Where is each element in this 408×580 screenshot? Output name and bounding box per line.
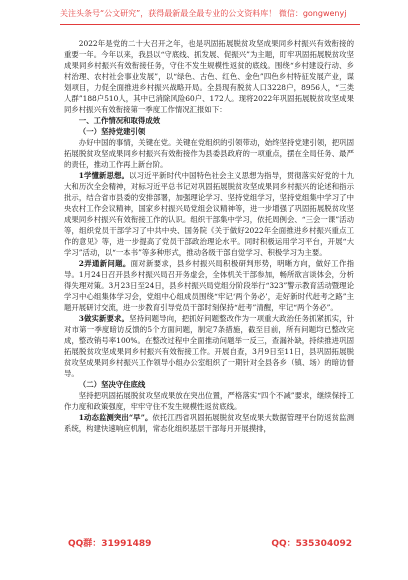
list-item bbox=[64, 412, 354, 434]
qq-group: QQ群：31991489 bbox=[68, 539, 152, 549]
list-item bbox=[64, 313, 354, 379]
header-divider bbox=[60, 24, 360, 25]
body-paragraph: 坚持把巩固拓展脱贫攻坚成果放在突出位置，严格落实“四个不减”要求，继续保持工作力度和政策强度，牢牢守住不发生规模性返贫底线。 bbox=[64, 391, 354, 411]
list-item-body: 面对新要求，县乡村振兴局积极研判形势，明晰方向，做好工作指导。1月24日召开县乡村振兴局召开务虚会，全体机关干部参加，畅所欲言谈体会，分析得失理对策。3月23日至24日，县乡村振兴局党组分阶段举行“323”警示教育活动暨理论学习中心组集体学习会，党组中心组成员围绕“牢记‘两个务必’，走好新时代赶考之路”主题开展研讨交流，进一步教育引导党员干部时刻保持“赶考”清醒，牢记“两个务必”。 bbox=[64, 259, 354, 312]
subsection-heading: （二）坚决守住底线 bbox=[78, 380, 146, 389]
list-item-title: 2弄通新问题。 bbox=[78, 259, 131, 268]
list-item bbox=[64, 170, 354, 258]
intro-paragraph: 2022年是党的二十大召开之年，也是巩固拓展脱贫攻坚成果同乡村振兴有效衔接的重要一年。今年以来，我县以“守底线、抓发展、促振兴”为主题，盯牢巩固拓展脱贫攻坚成果同乡村振兴有效衔接任务，守住不发生规模性返贫的底线。围绕“乡村建设行动、乡村治理、农村社会事业发展”，以“绿色、古色、红色、金色”四色乡村特征发展产业，谋划项目，力促全面推进乡村振兴战略开局。全县现有脱贫人口3228户，8956人，“三类人群”188户510人，其中已消除风险60户、172人。现将2022年巩固拓展脱贫攻坚成果同乡村振兴有效衔接第一季度工作情况汇报如下： bbox=[64, 39, 354, 114]
list-item-body: 依托江西省巩固拓展脱贫攻坚成果大数据管理平台防返贫监测系统，构建快速响应机制，常态化组织基层干部每月开展摸排， bbox=[64, 413, 354, 433]
list-item-body: 坚持问题导向，把抓好问题整改作为一项重大政治任务抓紧抓实，针对市第一季度暗访反馈的5个方面问题，制定7条措施，截至目前，所有问题均已整改完成，整改销号率100%。在整改过程中全面推动问题举一反三，查漏补缺，持续推进巩固拓展脱贫攻坚成果同乡村振兴有效衔接工作。开展自查，3月9日至11日，县巩固拓展脱贫攻坚成果同乡村振兴工作领导小组办公室组织了一期针对全县各乡（镇、场）的暗访督导。 bbox=[64, 314, 354, 378]
footer bbox=[60, 536, 360, 552]
list-item-body: 以习近平新时代中国特色社会主义思想为指导，贯彻落实好党的十九大和历次全会精神，对标习近平总书记对巩固拓展脱贫攻坚成果同乡村振兴的论述和指示批示，结合省市县委的安排部署，加强理论学习、坚持党组学习，坚持党组集中学习了中央农村工作会议精神，国家乡村振兴局党组会议精神等，进一步增强了巩固拓展脱贫攻坚成果同乡村振兴有效衔接工作的认识。组织干部集中学习，依托周例会、“三会一课”活动等，组织党员干部学习了中共中央、国务院《关于做好2022年全面推进乡村振兴重点工作的意见》等，进一步提高了党员干部政治理论水平。同时积极运用学习平台，开展“大学习”活动，以“一本书”等多种形式，推动各级干部自觉学习、积极学习为主要。 bbox=[64, 171, 354, 257]
qq-contact: QQ：535304092 bbox=[271, 539, 352, 549]
section-heading: 一、工作情况和取得成效 bbox=[78, 116, 161, 125]
header-banner: 关注头条号“公文研究”，获得最新最全最专业的公文资料库！ 微信：gongwenyj bbox=[60, 9, 347, 18]
list-item bbox=[64, 258, 354, 313]
body-paragraph: 办好中国的事情，关键在党。关键在党组织的引领带动，始终坚持党建引领，把巩固拓展脱贫攻坚成果同乡村振兴有效衔接作为县委县政府的一项重点，摆在全局任务、最严的责任，推动工作再上新台阶。 bbox=[64, 138, 354, 169]
list-item-title: 1学懂新思想。 bbox=[78, 171, 130, 180]
document-body bbox=[64, 38, 354, 434]
list-item-title: 3做实新要求。 bbox=[78, 314, 130, 323]
subsection-heading: （一）坚持党建引领 bbox=[78, 127, 146, 136]
list-item-title: 1动态监测突出“早”。 bbox=[78, 413, 153, 422]
